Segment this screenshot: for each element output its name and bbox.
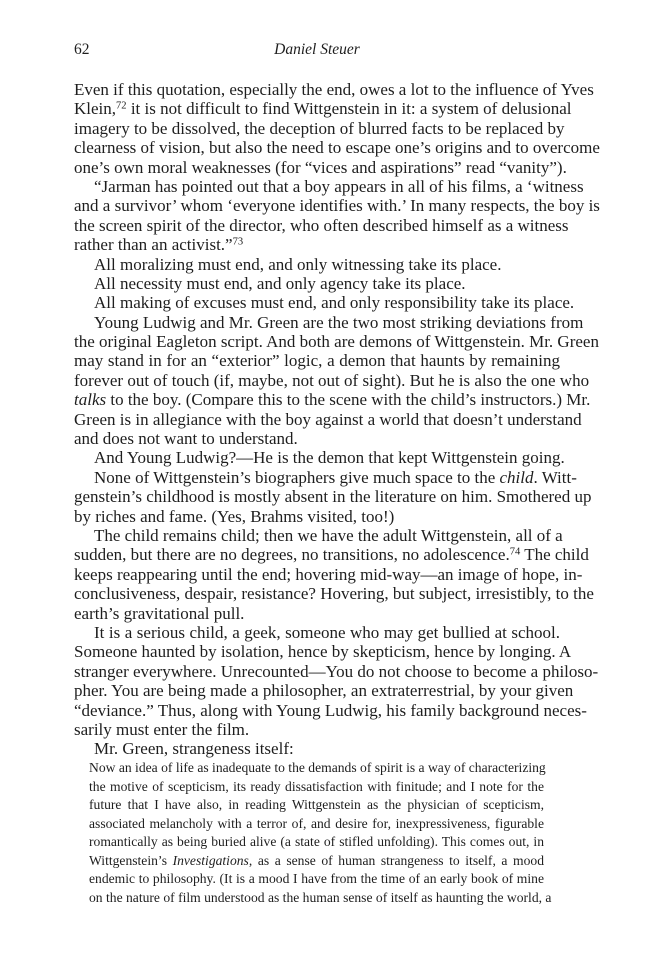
text-run: Wittgenstein’s: [89, 852, 173, 868]
body-line: It is a serious child, a geek, someone who may get bullied at school.: [94, 622, 560, 642]
quote-line: on the nature of film understood as the human sense of itself as haunting the world, a: [89, 889, 552, 905]
body-line: sarily must enter the film.: [74, 719, 250, 739]
text-run: sudden, but there are no degrees, no transitions, no adolescence.: [74, 545, 510, 565]
quote-line: associated melancholy with a terror of, and desire for, inexpressiveness, figurable: [89, 815, 544, 831]
body-line: keeps reappearing until the end; hovering mid-way—an image of hope, in-: [74, 564, 583, 584]
body-line: stranger everywhere. Unrecounted—You do not choose to become a philoso-: [74, 661, 599, 681]
text-run: it is not difficult to find Wittgenstein in it: a system of delusional: [126, 99, 572, 119]
text-run: , as a sense of human strangeness to itself, a mood: [248, 852, 544, 868]
body-line: earth’s gravitational pull.: [74, 603, 245, 623]
block-quote: [89, 759, 552, 907]
footnote-reference: 73: [232, 236, 244, 248]
quote-line: Now an idea of life as inadequate to the demands of spirit is a way of characterizing: [89, 760, 546, 775]
text-run: Klein,: [74, 99, 117, 119]
body-line: one’s own moral weaknesses (for “vices and aspirations” read “vanity”).: [74, 157, 567, 177]
body-line: Even if this quotation, especially the end, owes a lot to the influence of Yves: [74, 80, 594, 99]
body-line: Young Ludwig and Mr. Green are the two most striking deviations from: [94, 312, 584, 332]
body-line: All moralizing must end, and only witnessing take its place.: [94, 254, 502, 274]
body-line: Green is in allegiance with the boy against a world that doesn’t understand: [74, 409, 582, 429]
body-line: conclusiveness, despair, resistance? Hovering, but subject, irresistibly, to the: [74, 584, 594, 604]
body-line: [74, 99, 572, 119]
text-run: . Witt-: [533, 467, 577, 487]
body-line: forever out of touch (if, maybe, not out of sight). But he is also the one who: [74, 370, 590, 390]
footnote-reference: 72: [116, 101, 127, 113]
body-line: Mr. Green, strangeness itself:: [94, 739, 294, 759]
body-line: [74, 235, 560, 254]
italic-text: talks: [74, 390, 107, 410]
body-line: The child remains child; then we have the adult Wittgenstein, all of a: [94, 525, 563, 545]
quote-line: [89, 852, 544, 871]
body-line: “deviance.” Thus, along with Young Ludwig, his family background neces-: [74, 700, 587, 720]
quote-line: endemic to philosophy. (It is a mood I have from the time of an early book of mine: [89, 871, 544, 886]
text-run: The child: [520, 545, 589, 565]
body-line: clearness of vision, but also the need to escape one’s origins and to overcome: [74, 138, 600, 158]
text-run: None of Wittgenstein’s biographers give much space to the: [94, 467, 500, 487]
text-run: to the boy. (Compare this to the scene with the child’s instructors.) Mr.: [106, 390, 591, 410]
body-line: and does not want to understand.: [74, 429, 298, 449]
quote-line: future that I have also, in reading Wittgenstein as the physician of scepticism,: [89, 797, 544, 812]
body-line: [74, 467, 577, 487]
body-line: may stand in for an “exterior” logic, a demon that haunts by remaining: [74, 351, 560, 371]
body-line: imagery to be dissolved, the deception of blurred facts to be replaced by: [74, 118, 565, 138]
italic-text: Investigations: [172, 852, 249, 868]
page-number: 62: [74, 41, 90, 58]
quote-line: romantically as being buried alive (a state of stifled unfolding). This comes out, in: [89, 834, 544, 849]
running-head: [74, 40, 560, 60]
body-line: [74, 390, 591, 410]
text-run: rather than an activist.”: [74, 235, 233, 255]
body-line: the original Eagleton script. And both are demons of Wittgenstein. Mr. Green: [74, 332, 599, 352]
running-head-author: Daniel Steuer: [274, 41, 360, 58]
body-line: All making of excuses must end, and only responsibility take its place.: [94, 293, 575, 313]
body-line: genstein’s childhood is mostly absent in the literature on him. Smothered up: [74, 487, 592, 507]
body-line: by riches and fame. (Yes, Brahms visited, too!): [74, 506, 395, 526]
quote-line: the motive of scepticism, its ready dissatisfaction with finitude; and I note for the: [89, 778, 544, 794]
body-line: All necessity must end, and only agency take its place.: [94, 273, 466, 293]
body-line: the screen spirit of the director, who often described himself as a witness: [74, 215, 569, 235]
body-line: pher. You are being made a philosopher, an extraterrestrial, by your given: [74, 681, 574, 701]
body-line: and a survivor’ whom ‘everyone identifies with.’ In many respects, the boy is: [74, 196, 600, 216]
body-line: And Young Ludwig?—He is the demon that kept Wittgenstein going.: [94, 448, 565, 468]
footnote-reference: 74: [509, 547, 521, 559]
body-line: [74, 545, 589, 565]
body-line: Someone haunted by isolation, hence by skepticism, hence by longing. A: [74, 642, 572, 662]
body-line: “Jarman has pointed out that a boy appears in all of his films, a ‘witness: [94, 176, 584, 196]
italic-text: child: [499, 467, 534, 487]
body-text: [74, 80, 600, 759]
